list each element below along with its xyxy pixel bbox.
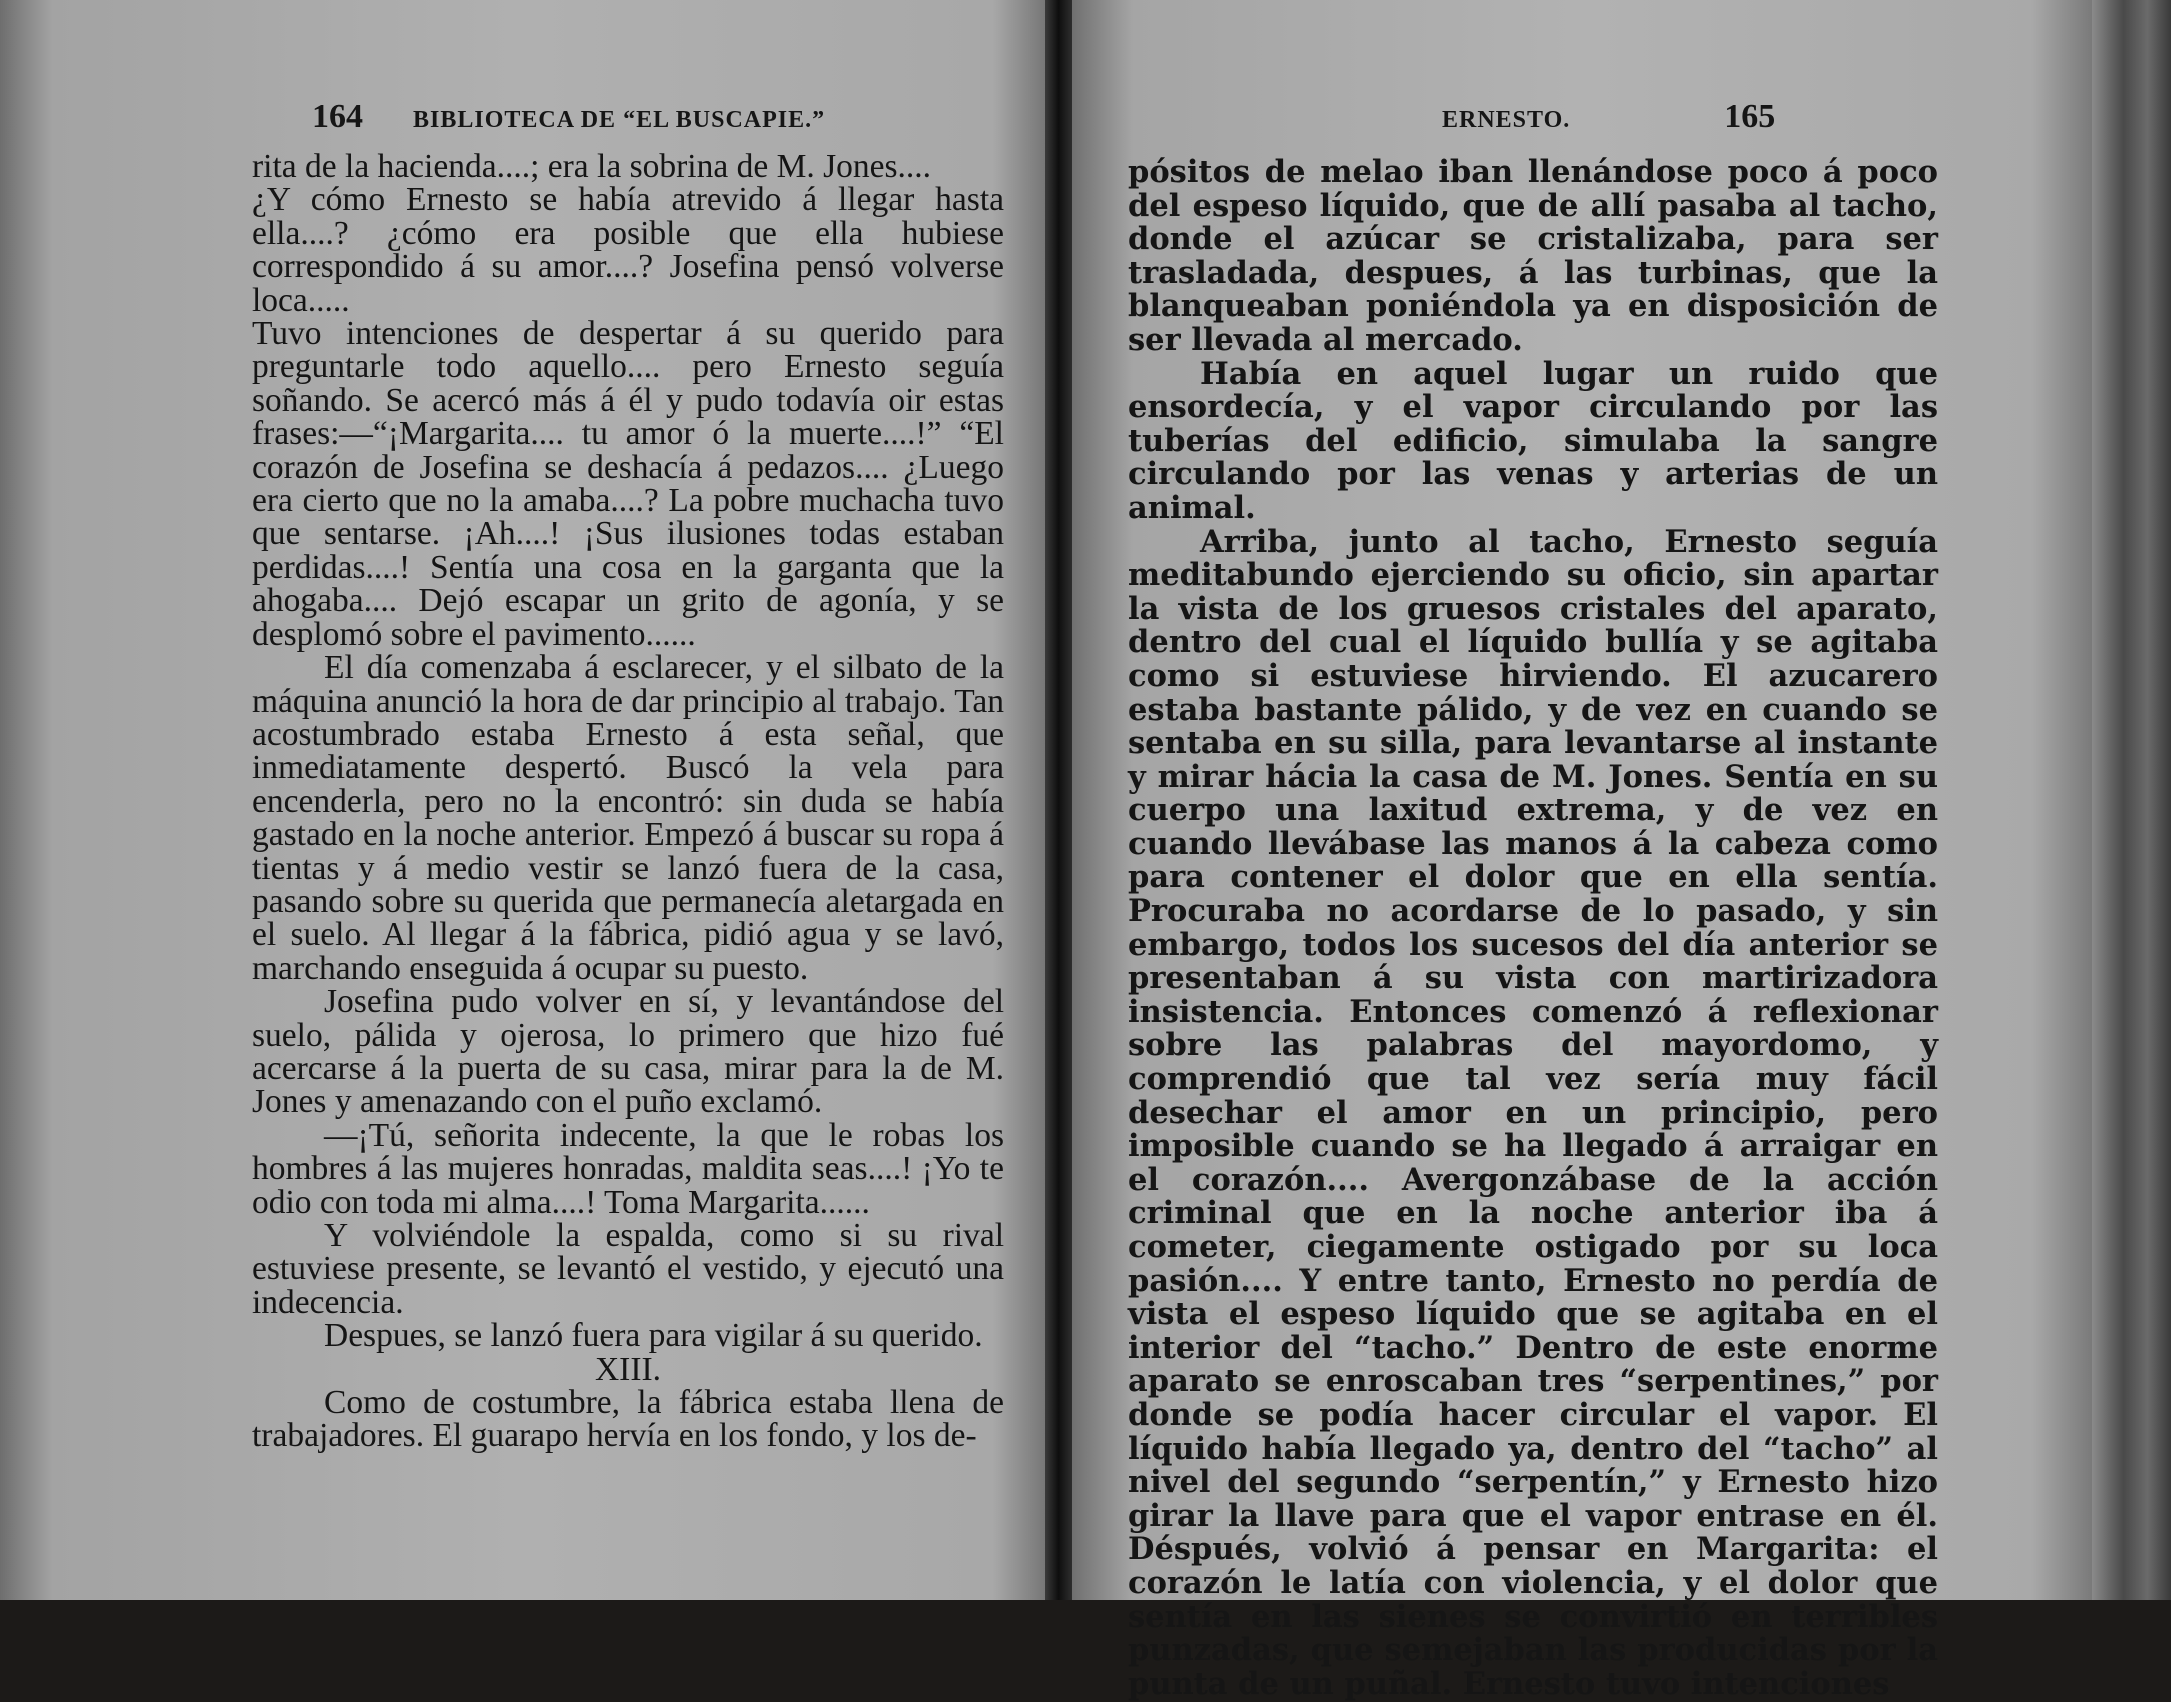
- chapter-heading: XIII.: [594, 1350, 662, 1388]
- paragraph: El día comenzaba á esclarecer, y el silbato de la máquina anunció la hora de dar principio al trabajo. Tan acostumbrado estaba Ernesto á esta señal, que inmediatamente despertó. Buscó la vela para encenderla, pero no la encontró: sin duda se había gastado en la noche anterior. Empezó á buscar su ropa á tientas y á medio vestir se lanzó fuera de la casa, pasando sobre su querida que permanecía aletargada en el suelo. Al llegar á la fábrica, pidió agua y se lavó, marchando enseguida á ocupar su puesto.: [252, 649, 1004, 987]
- paragraph: Como de costumbre, la fábrica estaba llena de trabajadores. El guarapo hervía en los fondo, y los de-: [252, 1384, 1004, 1455]
- book-gutter: [1045, 0, 1072, 1600]
- paragraph: rita de la hacienda....; era la sobrina de M. Jones....: [252, 148, 932, 185]
- paragraph: Josefina pudo volver en sí, y levantándose del suelo, pálida y ojerosa, lo primero que hizo fué acercarse á la puerta de su casa, mirar para la de M. Jones y amenazando con el puño exclamó.: [252, 983, 1004, 1121]
- paragraph: ¿Y cómo Ernesto se había atrevido á llegar hasta ella....? ¿cómo era posible que ella hubiese correspondido á su amor....? Josefina pensó volverse loca.....: [252, 181, 1004, 319]
- right-page: [1072, 0, 2092, 1702]
- left-page-number: 164: [312, 98, 363, 135]
- paragraph: Había en aquel lugar un ruido que ensordecía, y el vapor circulando por las tuberías del edificio, simulaba la sangre circulando por las venas y arterias de un animal.: [1128, 355, 1938, 526]
- left-page-header: [312, 98, 825, 136]
- right-page-header: [1442, 98, 1775, 136]
- paragraph: Y volviéndole la espalda, como si su rival estuviese presente, se levantó el vestido, y ejecutó una indecencia.: [252, 1217, 1004, 1321]
- right-running-head: ERNESTO.: [1442, 107, 1571, 133]
- paragraph: Arriba, junto al tacho, Ernesto seguía meditabundo ejerciendo su oficio, sin apartar la vista de los gruesos cristales del aparato, dentro del cual el líquido bullía y se agitaba como si estuviese hirviendo. El azucarero estaba bastante pálido, y de vez en cuando se sentaba en su silla, para levantarse al instante y mirar hácia la casa de M. Jones. Sentía en su cuerpo una laxitud extrema, y de vez en cuando llevábase las manos á la cabeza como para contener el dolor que en ella sentía. Procuraba no acordarse de lo pasado, y sin embargo, todos los sucesos del día anterior se presentaban á su vista con martirizadora insistencia. Entonces comenzó á reflexionar sobre las palabras del mayordomo, y comprendió que tal vez sería muy fácil desechar el amor en un principio, pero imposible cuando se ha llegado á arraigar en el corazón.... Avergonzábase de la acción criminal que en la noche anterior iba á cometer, ciegamente ostigado por su loca pasión.... Y entre tanto, Ernesto no perdía de vista el espeso líquido que se agitaba en el interior del “tacho.” Dentro de este enorme aparato se enroscaban tres “serpentines,” por donde se podía hacer circular el vapor. El líquido había llegado ya, dentro del “tacho” al nivel del segundo “serpentín,” y Ernesto hizo girar la llave para que el vapor entrase en él. Déspués, volvió á pensar en Margarita: el corazón le latía con violencia, y el dolor que sentía en las sienes se convirtió en terribles punzadas, que semejaban las producidas por la punta de un puñal. Ernesto tuvo intenciones: [1128, 523, 1938, 1702]
- paragraph: Tuvo intenciones de despertar á su querido para preguntarle todo aquello.... pero Ernesto seguía soñando. Se acercó más á él y pudo todavía oir estas frases:—“¡Margarita.... tu amor ó la muerte....!” “El corazón de Josefina se deshacía á pedazos.... ¿Luego era cierto que no la amaba....? La pobre muchacha tuvo que sentarse. ¡Ah....! ¡Sus ilusiones todas estaban perdidas....! Sentía una cosa en la garganta que la ahogaba.... Dejó escapar un grito de agonía, y se desplomó sobre el pavimento......: [252, 315, 1004, 653]
- left-page-text: [252, 150, 1004, 1453]
- paragraph: Despues, se lanzó fuera para vigilar á su querido.: [324, 1317, 983, 1355]
- right-book-edge: [2092, 0, 2171, 1600]
- right-page-number: 165: [1724, 98, 1776, 135]
- left-page: [0, 0, 1045, 1600]
- paragraph: —¡Tú, señorita indecente, la que le robas los hombres á las mujeres honradas, maldita seas....! ¡Yo te odio con toda mi alma....! Toma Margarita......: [252, 1116, 1004, 1221]
- left-running-head: BIBLIOTECA DE “EL BUSCAPIE.”: [413, 107, 826, 133]
- paragraph: pósitos de melao iban llenándose poco á poco del espeso líquido, que de allí pasaba al tacho, donde el azúcar se cristalizaba, para ser trasladada, despues, á las turbinas, que la blanqueaban poniéndola ya en disposición de ser llevada al mercado.: [1128, 154, 1938, 358]
- right-page-text: [1128, 156, 1938, 1701]
